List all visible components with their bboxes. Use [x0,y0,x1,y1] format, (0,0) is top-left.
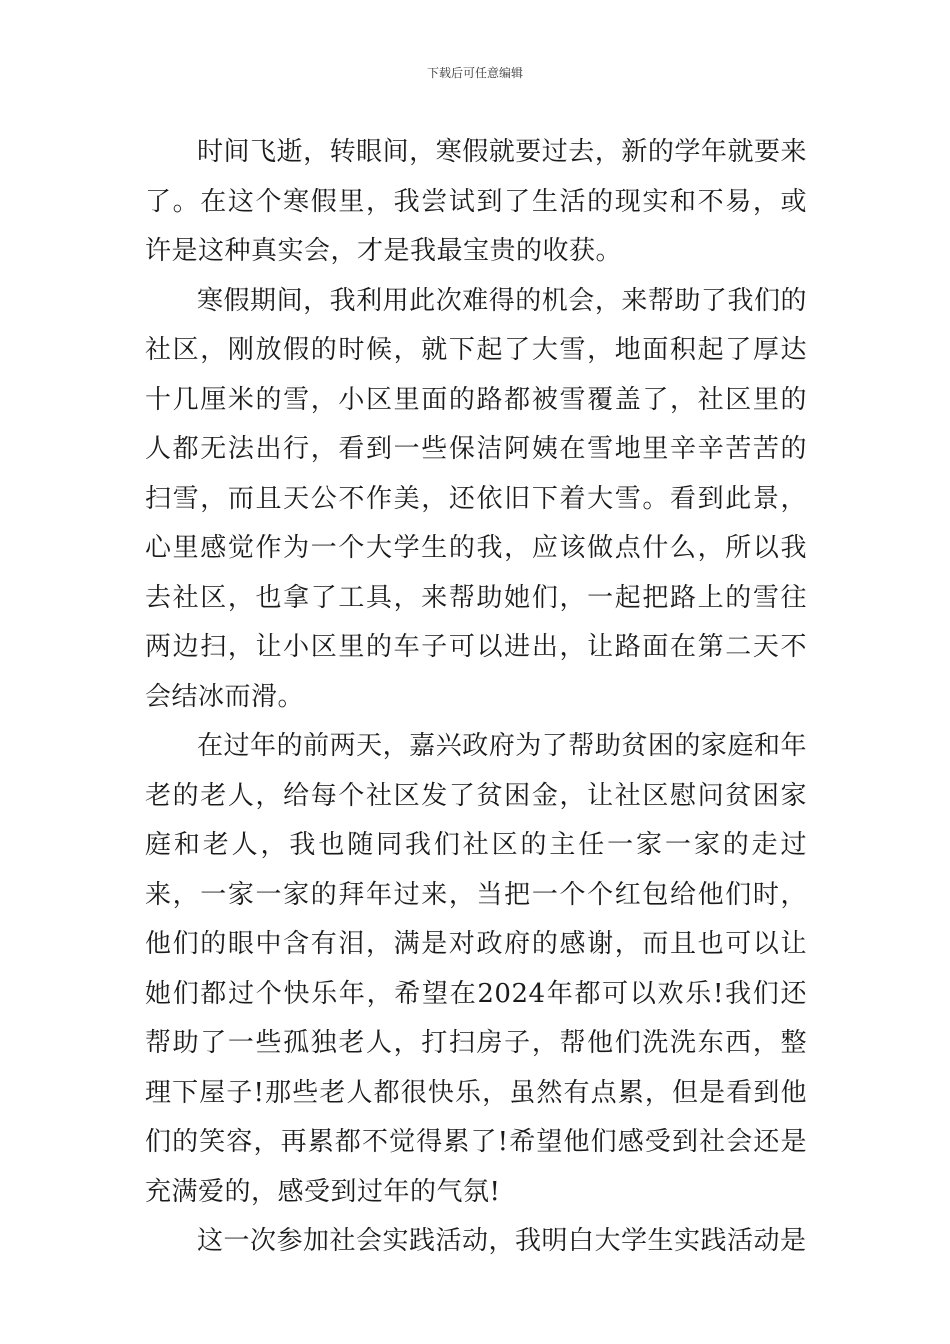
paragraph: 寒假期间，我利用此次难得的机会，来帮助了我们的社区，刚放假的时候，就下起了大雪，地面积起了厚达十几厘米的雪，小区里面的路都被雪覆盖了，社区里的人都无法出行，看到一些保洁阿姨在雪地里辛辛苦苦的扫雪，而且天公不作美，还依旧下着大雪。看到此景，心里感觉作为一个大学生的我，应该做点什么，所以我去社区，也拿了工具，来帮助她们，一起把路上的雪往两边扫，让小区里的车子可以进出，让路面在第二天不会结冰而滑。 [145,285,807,712]
paragraph: 这一次参加社会实践活动，我明白大学生实践活动是 [197,1226,807,1256]
paragraph: 在过年的前两天，嘉兴政府为了帮助贫困的家庭和年老的老人，给每个社区发了贫困金，让社区慰问贫困家庭和老人，我也随同我们社区的主任一家一家的走过来，一家一家的拜年过来，当把一个个红包给他们时，他们的眼中含有泪，满是对政府的感谢，而且也可以让她们都过个快乐年，希望在2024年都可以欢乐!我们还帮助了一些孤独老人，打扫房子，帮他们洗洗东西，整理下屋子!那些老人都很快乐，虽然有点累，但是看到他们的笑容，再累都不觉得累了!希望他们感受到社会还是充满爱的，感受到过年的气氛! [145,731,807,1207]
paragraph: 时间飞逝，转眼间，寒假就要过去，新的学年就要来了。在这个寒假里，我尝试到了生活的现实和不易，或许是这种真实会，才是我最宝贵的收获。 [145,137,807,266]
document-body [145,128,807,1267]
page-header: 下载后可任意编辑 [426,66,523,80]
